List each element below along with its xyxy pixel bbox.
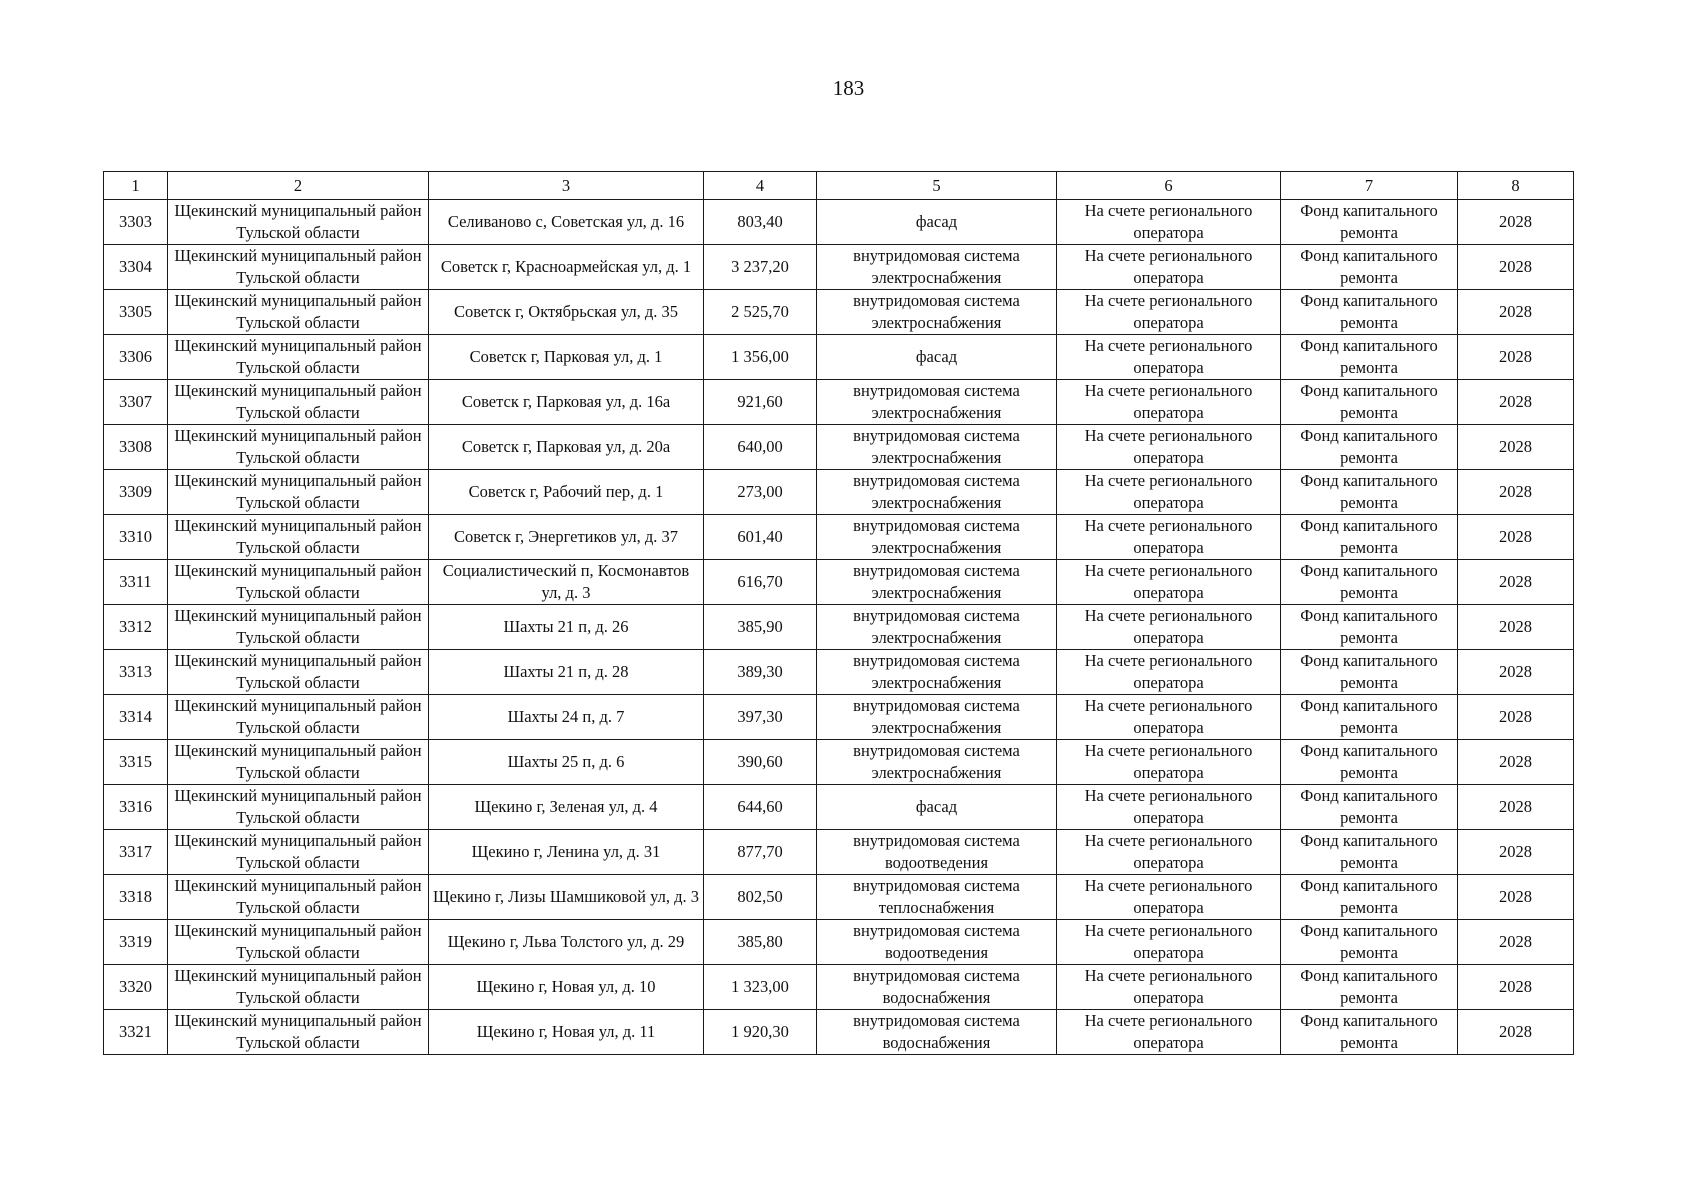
funding-source-cell: Фонд капитального ремонта [1281,290,1458,335]
funding-source-cell: Фонд капитального ремонта [1281,200,1458,245]
funding-source-cell: Фонд капитального ремонта [1281,650,1458,695]
funding-source-cell: Фонд капитального ремонта [1281,605,1458,650]
municipality-cell: Щекинский муниципальный район Тульской области [168,470,429,515]
work-type-cell: внутридомовая система электроснабжения [817,515,1057,560]
fund-account-cell: На счете регионального оператора [1057,695,1281,740]
area-cell: 385,90 [704,605,817,650]
area-cell: 1 356,00 [704,335,817,380]
row-number: 3306 [104,335,168,380]
area-cell: 273,00 [704,470,817,515]
fund-account-cell: На счете регионального оператора [1057,785,1281,830]
row-number: 3319 [104,920,168,965]
municipality-cell: Щекинский муниципальный район Тульской области [168,965,429,1010]
area-cell: 3 237,20 [704,245,817,290]
year-cell: 2028 [1458,515,1574,560]
column-header-5: 5 [817,172,1057,200]
fund-account-cell: На счете регионального оператора [1057,605,1281,650]
municipality-cell: Щекинский муниципальный район Тульской области [168,830,429,875]
funding-source-cell: Фонд капитального ремонта [1281,965,1458,1010]
row-number: 3311 [104,560,168,605]
table-row [104,785,1574,830]
column-header-7: 7 [1281,172,1458,200]
funding-source-cell: Фонд капитального ремонта [1281,830,1458,875]
table-row [104,650,1574,695]
municipality-cell: Щекинский муниципальный район Тульской области [168,1010,429,1055]
funding-source-cell: Фонд капитального ремонта [1281,785,1458,830]
work-type-cell: внутридомовая система электроснабжения [817,425,1057,470]
work-type-cell: внутридомовая система электроснабжения [817,695,1057,740]
address-cell: Советск г, Парковая ул, д. 16а [429,380,704,425]
table-row [104,920,1574,965]
funding-source-cell: Фонд капитального ремонта [1281,425,1458,470]
table-row [104,245,1574,290]
year-cell: 2028 [1458,920,1574,965]
area-cell: 802,50 [704,875,817,920]
municipality-cell: Щекинский муниципальный район Тульской области [168,920,429,965]
fund-account-cell: На счете регионального оператора [1057,335,1281,380]
municipality-cell: Щекинский муниципальный район Тульской области [168,875,429,920]
work-type-cell: внутридомовая система теплоснабжения [817,875,1057,920]
funding-source-cell: Фонд капитального ремонта [1281,380,1458,425]
work-type-cell: внутридомовая система электроснабжения [817,650,1057,695]
address-cell: Щекино г, Льва Толстого ул, д. 29 [429,920,704,965]
municipality-cell: Щекинский муниципальный район Тульской области [168,425,429,470]
funding-source-cell: Фонд капитального ремонта [1281,470,1458,515]
municipality-cell: Щекинский муниципальный район Тульской области [168,560,429,605]
work-type-cell: внутридомовая система электроснабжения [817,290,1057,335]
header-row [104,172,1574,200]
table-row [104,200,1574,245]
column-header-4: 4 [704,172,817,200]
address-cell: Щекино г, Новая ул, д. 10 [429,965,704,1010]
column-header-3: 3 [429,172,704,200]
fund-account-cell: На счете регионального оператора [1057,200,1281,245]
row-number: 3320 [104,965,168,1010]
work-type-cell: внутридомовая система электроснабжения [817,245,1057,290]
municipality-cell: Щекинский муниципальный район Тульской области [168,740,429,785]
area-cell: 389,30 [704,650,817,695]
area-cell: 1 323,00 [704,965,817,1010]
address-cell: Советск г, Октябрьская ул, д. 35 [429,290,704,335]
address-cell: Шахты 21 п, д. 28 [429,650,704,695]
work-type-cell: фасад [817,200,1057,245]
fund-account-cell: На счете регионального оператора [1057,290,1281,335]
municipality-cell: Щекинский муниципальный район Тульской области [168,245,429,290]
municipality-cell: Щекинский муниципальный район Тульской области [168,380,429,425]
year-cell: 2028 [1458,380,1574,425]
fund-account-cell: На счете регионального оператора [1057,470,1281,515]
fund-account-cell: На счете регионального оператора [1057,740,1281,785]
row-number: 3317 [104,830,168,875]
area-cell: 601,40 [704,515,817,560]
fund-account-cell: На счете регионального оператора [1057,650,1281,695]
work-type-cell: фасад [817,335,1057,380]
table-row [104,335,1574,380]
funding-source-cell: Фонд капитального ремонта [1281,875,1458,920]
fund-account-cell: На счете регионального оператора [1057,965,1281,1010]
area-cell: 644,60 [704,785,817,830]
row-number: 3318 [104,875,168,920]
area-cell: 877,70 [704,830,817,875]
table-row [104,740,1574,785]
row-number: 3321 [104,1010,168,1055]
address-cell: Щекино г, Лизы Шамшиковой ул, д. 3 [429,875,704,920]
year-cell: 2028 [1458,1010,1574,1055]
year-cell: 2028 [1458,875,1574,920]
column-header-8: 8 [1458,172,1574,200]
work-type-cell: внутридомовая система электроснабжения [817,605,1057,650]
fund-account-cell: На счете регионального оператора [1057,560,1281,605]
area-cell: 390,60 [704,740,817,785]
address-cell: Советск г, Парковая ул, д. 1 [429,335,704,380]
address-cell: Шахты 21 п, д. 26 [429,605,704,650]
table-row [104,605,1574,650]
column-header-1: 1 [104,172,168,200]
fund-account-cell: На счете регионального оператора [1057,380,1281,425]
area-cell: 385,80 [704,920,817,965]
table-row [104,695,1574,740]
fund-account-cell: На счете регионального оператора [1057,245,1281,290]
work-type-cell: внутридомовая система водоотведения [817,920,1057,965]
row-number: 3310 [104,515,168,560]
funding-source-cell: Фонд капитального ремонта [1281,515,1458,560]
work-type-cell: фасад [817,785,1057,830]
area-cell: 616,70 [704,560,817,605]
table-row [104,515,1574,560]
work-type-cell: внутридомовая система электроснабжения [817,470,1057,515]
area-cell: 1 920,30 [704,1010,817,1055]
work-type-cell: внутридомовая система электроснабжения [817,740,1057,785]
table-row [104,965,1574,1010]
table-row [104,380,1574,425]
row-number: 3316 [104,785,168,830]
table-row [104,1010,1574,1055]
table-row [104,290,1574,335]
column-header-6: 6 [1057,172,1281,200]
work-type-cell: внутридомовая система водоснабжения [817,965,1057,1010]
municipality-cell: Щекинский муниципальный район Тульской области [168,695,429,740]
funding-source-cell: Фонд капитального ремонта [1281,695,1458,740]
funding-source-cell: Фонд капитального ремонта [1281,245,1458,290]
fund-account-cell: На счете регионального оператора [1057,830,1281,875]
municipality-cell: Щекинский муниципальный район Тульской области [168,290,429,335]
page-number: 183 [832,76,865,100]
row-number: 3315 [104,740,168,785]
address-cell: Щекино г, Новая ул, д. 11 [429,1010,704,1055]
municipality-cell: Щекинский муниципальный район Тульской области [168,335,429,380]
fund-account-cell: На счете регионального оператора [1057,425,1281,470]
work-type-cell: внутридомовая система водоснабжения [817,1010,1057,1055]
address-cell: Советск г, Парковая ул, д. 20а [429,425,704,470]
address-cell: Селиваново с, Советская ул, д. 16 [429,200,704,245]
funding-source-cell: Фонд капитального ремонта [1281,1010,1458,1055]
table-row [104,875,1574,920]
year-cell: 2028 [1458,560,1574,605]
address-cell: Щекино г, Ленина ул, д. 31 [429,830,704,875]
fund-account-cell: На счете регионального оператора [1057,1010,1281,1055]
work-type-cell: внутридомовая система электроснабжения [817,380,1057,425]
funding-source-cell: Фонд капитального ремонта [1281,335,1458,380]
year-cell: 2028 [1458,785,1574,830]
row-number: 3307 [104,380,168,425]
municipality-cell: Щекинский муниципальный район Тульской области [168,650,429,695]
table-body [104,200,1574,1055]
row-number: 3314 [104,695,168,740]
address-cell: Шахты 25 п, д. 6 [429,740,704,785]
column-header-2: 2 [168,172,429,200]
row-number: 3309 [104,470,168,515]
address-cell: Шахты 24 п, д. 7 [429,695,704,740]
row-number: 3305 [104,290,168,335]
year-cell: 2028 [1458,605,1574,650]
area-cell: 640,00 [704,425,817,470]
address-cell: Социалистический п, Космонавтов ул, д. 3 [429,560,704,605]
address-cell: Советск г, Энергетиков ул, д. 37 [429,515,704,560]
funding-source-cell: Фонд капитального ремонта [1281,560,1458,605]
year-cell: 2028 [1458,740,1574,785]
area-cell: 921,60 [704,380,817,425]
work-type-cell: внутридомовая система водоотведения [817,830,1057,875]
municipality-cell: Щекинский муниципальный район Тульской области [168,200,429,245]
row-number: 3308 [104,425,168,470]
address-cell: Советск г, Рабочий пер, д. 1 [429,470,704,515]
area-cell: 2 525,70 [704,290,817,335]
table-row [104,470,1574,515]
year-cell: 2028 [1458,650,1574,695]
row-number: 3304 [104,245,168,290]
year-cell: 2028 [1458,830,1574,875]
year-cell: 2028 [1458,965,1574,1010]
fund-account-cell: На счете регионального оператора [1057,875,1281,920]
year-cell: 2028 [1458,200,1574,245]
funding-source-cell: Фонд капитального ремонта [1281,920,1458,965]
fund-account-cell: На счете регионального оператора [1057,515,1281,560]
table-row [104,830,1574,875]
row-number: 3312 [104,605,168,650]
funding-source-cell: Фонд капитального ремонта [1281,740,1458,785]
row-number: 3303 [104,200,168,245]
municipality-cell: Щекинский муниципальный район Тульской области [168,785,429,830]
fund-account-cell: На счете регионального оператора [1057,920,1281,965]
year-cell: 2028 [1458,425,1574,470]
capital-repair-table [103,171,1574,1055]
work-type-cell: внутридомовая система электроснабжения [817,560,1057,605]
row-number: 3313 [104,650,168,695]
address-cell: Советск г, Красноармейская ул, д. 1 [429,245,704,290]
year-cell: 2028 [1458,470,1574,515]
table-header [104,172,1574,200]
year-cell: 2028 [1458,695,1574,740]
area-cell: 803,40 [704,200,817,245]
year-cell: 2028 [1458,245,1574,290]
table-row [104,425,1574,470]
table-row [104,560,1574,605]
municipality-cell: Щекинский муниципальный район Тульской области [168,605,429,650]
year-cell: 2028 [1458,290,1574,335]
area-cell: 397,30 [704,695,817,740]
year-cell: 2028 [1458,335,1574,380]
municipality-cell: Щекинский муниципальный район Тульской области [168,515,429,560]
address-cell: Щекино г, Зеленая ул, д. 4 [429,785,704,830]
